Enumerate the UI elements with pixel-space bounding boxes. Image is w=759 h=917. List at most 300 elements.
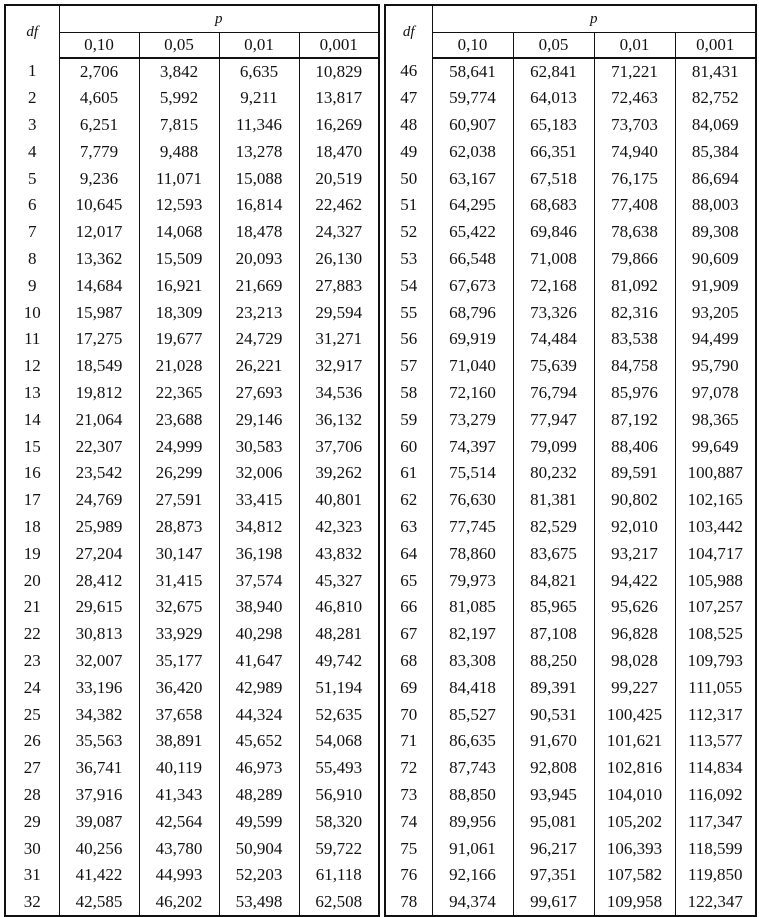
- value-cell: 19,677: [139, 326, 219, 353]
- table-row: [5, 621, 379, 648]
- value-cell: 66,548: [432, 246, 513, 273]
- value-cell: 73,703: [594, 112, 675, 139]
- value-cell: 95,081: [513, 808, 594, 835]
- value-cell: 93,945: [513, 782, 594, 809]
- value-cell: 89,391: [513, 674, 594, 701]
- value-cell: 94,422: [594, 567, 675, 594]
- value-cell: 40,801: [315, 490, 363, 510]
- value-cell: 62,841: [513, 58, 594, 85]
- value-cell: 33,415: [219, 487, 299, 514]
- value-cell: 64,013: [513, 85, 594, 112]
- df-header: df: [385, 5, 432, 58]
- value-cell: 16,921: [139, 272, 219, 299]
- value-cell: 67,673: [432, 272, 513, 299]
- value-cell: 19,812: [59, 380, 139, 407]
- value-cell: 114,834: [687, 758, 743, 778]
- value-cell: 43,832: [315, 543, 363, 563]
- table-row: [5, 192, 379, 219]
- value-cell: 36,741: [59, 755, 139, 782]
- value-cell: 43,780: [139, 835, 219, 862]
- value-cell: 69,919: [432, 326, 513, 353]
- df-cell: 2: [5, 85, 59, 112]
- value-cell: 90,802: [594, 487, 675, 514]
- df-cell: 1: [5, 58, 59, 85]
- value-cell: 30,813: [59, 621, 139, 648]
- value-cell: 97,351: [513, 862, 594, 889]
- value-cell: 24,769: [59, 487, 139, 514]
- table-row: [385, 353, 756, 380]
- value-cell: 53,498: [219, 889, 299, 916]
- value-cell: 20,519: [315, 168, 363, 188]
- value-cell: 59,774: [432, 85, 513, 112]
- table-row: [385, 85, 756, 112]
- value-cell: 99,617: [513, 889, 594, 916]
- value-cell: 81,092: [594, 272, 675, 299]
- value-cell: 18,470: [315, 141, 363, 161]
- df-cell: 6: [5, 192, 59, 219]
- value-cell: 72,168: [513, 272, 594, 299]
- value-cell: 74,397: [432, 433, 513, 460]
- value-cell: 7,779: [59, 138, 139, 165]
- value-cell: 28,412: [59, 567, 139, 594]
- value-cell: 18,478: [219, 219, 299, 246]
- table-row: [5, 165, 379, 192]
- value-cell: 99,649: [691, 436, 739, 456]
- value-cell: 23,688: [139, 406, 219, 433]
- table-row: [385, 380, 756, 407]
- value-cell: 76,630: [432, 487, 513, 514]
- value-cell: 62,508: [315, 891, 363, 911]
- value-cell: 116,092: [687, 784, 743, 804]
- value-cell: 4,605: [59, 85, 139, 112]
- value-cell: 71,221: [594, 58, 675, 85]
- value-cell: 9,236: [59, 165, 139, 192]
- value-cell: 61,118: [315, 865, 362, 885]
- value-cell: 41,647: [219, 648, 299, 675]
- value-cell: 102,165: [687, 490, 743, 510]
- value-cell: 95,626: [594, 594, 675, 621]
- df-cell: 10: [5, 299, 59, 326]
- value-cell: 66,351: [513, 138, 594, 165]
- value-cell: 51,194: [315, 677, 363, 697]
- table-row: [385, 487, 756, 514]
- value-cell: 13,362: [59, 246, 139, 273]
- value-cell: 10,829: [315, 61, 363, 81]
- value-cell: 59,722: [315, 838, 363, 858]
- table-row: [385, 165, 756, 192]
- table-row: [385, 272, 756, 299]
- value-cell: 12,593: [139, 192, 219, 219]
- value-cell: 106,393: [594, 835, 675, 862]
- value-cell: 107,257: [687, 597, 743, 617]
- df-cell: 20: [5, 567, 59, 594]
- value-cell: 35,177: [139, 648, 219, 675]
- df-cell: 24: [5, 674, 59, 701]
- value-cell: 84,758: [594, 353, 675, 380]
- value-cell: 38,891: [139, 728, 219, 755]
- value-cell: 88,003: [691, 195, 739, 215]
- df-cell: 7: [5, 219, 59, 246]
- table-row: [385, 326, 756, 353]
- df-cell: 78: [385, 889, 432, 916]
- left-table: [4, 4, 380, 917]
- value-cell: 32,675: [139, 594, 219, 621]
- p-value-header: 0,001: [299, 33, 379, 59]
- value-cell: 91,061: [432, 835, 513, 862]
- table-row: [5, 889, 379, 916]
- value-cell: 37,574: [219, 567, 299, 594]
- value-cell: 87,743: [432, 755, 513, 782]
- p-header: p: [432, 5, 756, 33]
- table-row: [5, 567, 379, 594]
- value-cell: 72,160: [432, 380, 513, 407]
- df-cell: 11: [5, 326, 59, 353]
- df-cell: 61: [385, 460, 432, 487]
- value-cell: 76,794: [513, 380, 594, 407]
- value-cell: 109,958: [594, 889, 675, 916]
- df-cell: 75: [385, 835, 432, 862]
- p-value-header: 0,05: [139, 33, 219, 59]
- value-cell: 9,211: [219, 85, 299, 112]
- value-cell: 92,808: [513, 755, 594, 782]
- value-cell: 86,694: [691, 168, 739, 188]
- table-row: [385, 621, 756, 648]
- value-cell: 117,347: [687, 811, 743, 831]
- df-cell: 56: [385, 326, 432, 353]
- df-cell: 26: [5, 728, 59, 755]
- value-cell: 97,078: [691, 382, 739, 402]
- value-cell: 16,814: [219, 192, 299, 219]
- value-cell: 81,431: [691, 61, 739, 81]
- df-cell: 21: [5, 594, 59, 621]
- value-cell: 65,422: [432, 219, 513, 246]
- df-cell: 12: [5, 353, 59, 380]
- table-row: [385, 138, 756, 165]
- table-row: [385, 406, 756, 433]
- value-cell: 5,992: [139, 85, 219, 112]
- value-cell: 17,275: [59, 326, 139, 353]
- value-cell: 13,817: [315, 88, 363, 108]
- value-cell: 79,973: [432, 567, 513, 594]
- value-cell: 82,197: [432, 621, 513, 648]
- table-row: [385, 514, 756, 541]
- table-row: [5, 299, 379, 326]
- value-cell: 100,425: [594, 701, 675, 728]
- df-cell: 13: [5, 380, 59, 407]
- value-cell: 24,999: [139, 433, 219, 460]
- value-cell: 37,916: [59, 782, 139, 809]
- value-cell: 31,271: [315, 329, 363, 349]
- value-cell: 34,812: [219, 514, 299, 541]
- df-cell: 22: [5, 621, 59, 648]
- value-cell: 113,577: [687, 731, 743, 751]
- value-cell: 26,221: [219, 353, 299, 380]
- value-cell: 27,883: [315, 275, 363, 295]
- table-row: [5, 648, 379, 675]
- table-row: [385, 192, 756, 219]
- table-row: [5, 353, 379, 380]
- value-cell: 14,068: [139, 219, 219, 246]
- value-cell: 42,585: [59, 889, 139, 916]
- value-cell: 105,988: [687, 570, 743, 590]
- df-cell: 66: [385, 594, 432, 621]
- value-cell: 27,693: [219, 380, 299, 407]
- value-cell: 89,308: [691, 222, 739, 242]
- df-cell: 23: [5, 648, 59, 675]
- value-cell: 84,821: [513, 567, 594, 594]
- df-cell: 73: [385, 782, 432, 809]
- value-cell: 56,910: [315, 784, 363, 804]
- value-cell: 7,815: [139, 112, 219, 139]
- value-cell: 94,374: [432, 889, 513, 916]
- value-cell: 119,850: [687, 865, 743, 885]
- value-cell: 71,008: [513, 246, 594, 273]
- value-cell: 77,745: [432, 514, 513, 541]
- value-cell: 15,509: [139, 246, 219, 273]
- value-cell: 30,583: [219, 433, 299, 460]
- df-cell: 8: [5, 246, 59, 273]
- value-cell: 27,204: [59, 540, 139, 567]
- value-cell: 9,488: [139, 138, 219, 165]
- df-cell: 32: [5, 889, 59, 916]
- p-value-header: 0,001: [675, 33, 756, 59]
- value-cell: 37,658: [139, 701, 219, 728]
- value-cell: 18,309: [139, 299, 219, 326]
- df-cell: 48: [385, 112, 432, 139]
- value-cell: 88,250: [513, 648, 594, 675]
- table-row: [385, 862, 756, 889]
- value-cell: 104,010: [594, 782, 675, 809]
- value-cell: 40,119: [139, 755, 219, 782]
- value-cell: 93,217: [594, 540, 675, 567]
- value-cell: 92,166: [432, 862, 513, 889]
- value-cell: 25,989: [59, 514, 139, 541]
- df-cell: 57: [385, 353, 432, 380]
- value-cell: 92,010: [594, 514, 675, 541]
- df-cell: 16: [5, 460, 59, 487]
- df-cell: 74: [385, 808, 432, 835]
- value-cell: 52,203: [219, 862, 299, 889]
- df-cell: 76: [385, 862, 432, 889]
- value-cell: 83,538: [594, 326, 675, 353]
- value-cell: 63,167: [432, 165, 513, 192]
- table-row: [385, 808, 756, 835]
- value-cell: 81,381: [513, 487, 594, 514]
- value-cell: 49,742: [315, 650, 363, 670]
- table-row: [385, 728, 756, 755]
- value-cell: 60,907: [432, 112, 513, 139]
- value-cell: 40,298: [219, 621, 299, 648]
- df-cell: 3: [5, 112, 59, 139]
- p-value-header: 0,05: [513, 33, 594, 59]
- table-row: [5, 326, 379, 353]
- df-cell: 60: [385, 433, 432, 460]
- df-cell: 69: [385, 674, 432, 701]
- table-row: [5, 58, 379, 85]
- table-row: [385, 460, 756, 487]
- value-cell: 75,514: [432, 460, 513, 487]
- df-cell: 68: [385, 648, 432, 675]
- df-cell: 67: [385, 621, 432, 648]
- table-row: [5, 112, 379, 139]
- p-value-header: 0,01: [594, 33, 675, 59]
- value-cell: 50,904: [219, 835, 299, 862]
- value-cell: 82,529: [513, 514, 594, 541]
- value-cell: 73,326: [513, 299, 594, 326]
- table-row: [385, 219, 756, 246]
- table-row: [385, 567, 756, 594]
- df-cell: 51: [385, 192, 432, 219]
- value-cell: 98,365: [691, 409, 739, 429]
- df-cell: 9: [5, 272, 59, 299]
- value-cell: 2,706: [59, 58, 139, 85]
- table-row: [5, 674, 379, 701]
- table-row: [5, 514, 379, 541]
- df-cell: 30: [5, 835, 59, 862]
- value-cell: 85,527: [432, 701, 513, 728]
- value-cell: 94,499: [691, 329, 739, 349]
- df-cell: 31: [5, 862, 59, 889]
- value-cell: 29,146: [219, 406, 299, 433]
- value-cell: 79,099: [513, 433, 594, 460]
- table-row: [5, 246, 379, 273]
- table-row: [5, 755, 379, 782]
- value-cell: 72,463: [594, 85, 675, 112]
- value-cell: 10,645: [59, 192, 139, 219]
- value-cell: 30,147: [139, 540, 219, 567]
- value-cell: 41,343: [139, 782, 219, 809]
- table-row: [385, 433, 756, 460]
- table-row: [5, 835, 379, 862]
- value-cell: 34,382: [59, 701, 139, 728]
- table-row: [385, 299, 756, 326]
- value-cell: 42,564: [139, 808, 219, 835]
- chi-square-table: [4, 4, 757, 917]
- value-cell: 85,384: [691, 141, 739, 161]
- value-cell: 28,873: [139, 514, 219, 541]
- value-cell: 98,028: [594, 648, 675, 675]
- value-cell: 84,069: [691, 114, 739, 134]
- table-row: [5, 433, 379, 460]
- value-cell: 45,652: [219, 728, 299, 755]
- df-cell: 72: [385, 755, 432, 782]
- df-cell: 27: [5, 755, 59, 782]
- value-cell: 15,088: [219, 165, 299, 192]
- value-cell: 21,064: [59, 406, 139, 433]
- value-cell: 40,256: [59, 835, 139, 862]
- right-table-body: [385, 58, 756, 916]
- value-cell: 11,071: [139, 165, 219, 192]
- value-cell: 55,493: [315, 758, 363, 778]
- df-cell: 52: [385, 219, 432, 246]
- value-cell: 46,810: [315, 597, 363, 617]
- value-cell: 3,842: [139, 58, 219, 85]
- df-cell: 54: [385, 272, 432, 299]
- value-cell: 93,205: [691, 302, 739, 322]
- value-cell: 83,308: [432, 648, 513, 675]
- value-cell: 58,641: [432, 58, 513, 85]
- value-cell: 76,175: [594, 165, 675, 192]
- value-cell: 74,484: [513, 326, 594, 353]
- value-cell: 77,947: [513, 406, 594, 433]
- table-row: [5, 862, 379, 889]
- table-row: [5, 460, 379, 487]
- value-cell: 95,790: [691, 356, 739, 376]
- value-cell: 32,006: [219, 460, 299, 487]
- value-cell: 85,976: [594, 380, 675, 407]
- p-value-header: 0,01: [219, 33, 299, 59]
- table-row: [5, 406, 379, 433]
- df-cell: 14: [5, 406, 59, 433]
- df-cell: 70: [385, 701, 432, 728]
- df-cell: 49: [385, 138, 432, 165]
- df-cell: 59: [385, 406, 432, 433]
- value-cell: 44,324: [219, 701, 299, 728]
- value-cell: 32,917: [315, 356, 363, 376]
- df-cell: 17: [5, 487, 59, 514]
- value-cell: 42,323: [315, 516, 363, 536]
- table-row: [5, 808, 379, 835]
- value-cell: 78,860: [432, 540, 513, 567]
- value-cell: 14,684: [59, 272, 139, 299]
- value-cell: 24,729: [219, 326, 299, 353]
- value-cell: 82,752: [691, 88, 739, 108]
- table-row: [5, 487, 379, 514]
- value-cell: 58,320: [315, 811, 363, 831]
- value-cell: 46,202: [139, 889, 219, 916]
- table-row: [5, 782, 379, 809]
- value-cell: 87,192: [594, 406, 675, 433]
- value-cell: 32,007: [59, 648, 139, 675]
- value-cell: 16,269: [315, 114, 363, 134]
- value-cell: 36,420: [139, 674, 219, 701]
- value-cell: 84,418: [432, 674, 513, 701]
- value-cell: 91,670: [513, 728, 594, 755]
- value-cell: 37,706: [315, 436, 363, 456]
- df-cell: 19: [5, 540, 59, 567]
- value-cell: 6,635: [219, 58, 299, 85]
- value-cell: 112,317: [687, 704, 743, 724]
- table-row: [5, 594, 379, 621]
- value-cell: 108,525: [687, 624, 743, 644]
- value-cell: 22,365: [139, 380, 219, 407]
- value-cell: 85,965: [513, 594, 594, 621]
- value-cell: 36,132: [315, 409, 363, 429]
- value-cell: 38,940: [219, 594, 299, 621]
- value-cell: 35,563: [59, 728, 139, 755]
- value-cell: 31,415: [139, 567, 219, 594]
- table-row: [385, 58, 756, 85]
- df-cell: 46: [385, 58, 432, 85]
- value-cell: 20,093: [219, 246, 299, 273]
- value-cell: 102,816: [594, 755, 675, 782]
- value-cell: 48,281: [315, 624, 363, 644]
- df-cell: 50: [385, 165, 432, 192]
- df-cell: 64: [385, 540, 432, 567]
- value-cell: 27,591: [139, 487, 219, 514]
- table-row: [385, 835, 756, 862]
- table-row: [385, 674, 756, 701]
- value-cell: 65,183: [513, 112, 594, 139]
- df-header: df: [5, 5, 59, 58]
- table-row: [5, 219, 379, 246]
- table-row: [5, 85, 379, 112]
- value-cell: 18,549: [59, 353, 139, 380]
- table-row: [385, 246, 756, 273]
- value-cell: 45,327: [315, 570, 363, 590]
- value-cell: 41,422: [59, 862, 139, 889]
- value-cell: 62,038: [432, 138, 513, 165]
